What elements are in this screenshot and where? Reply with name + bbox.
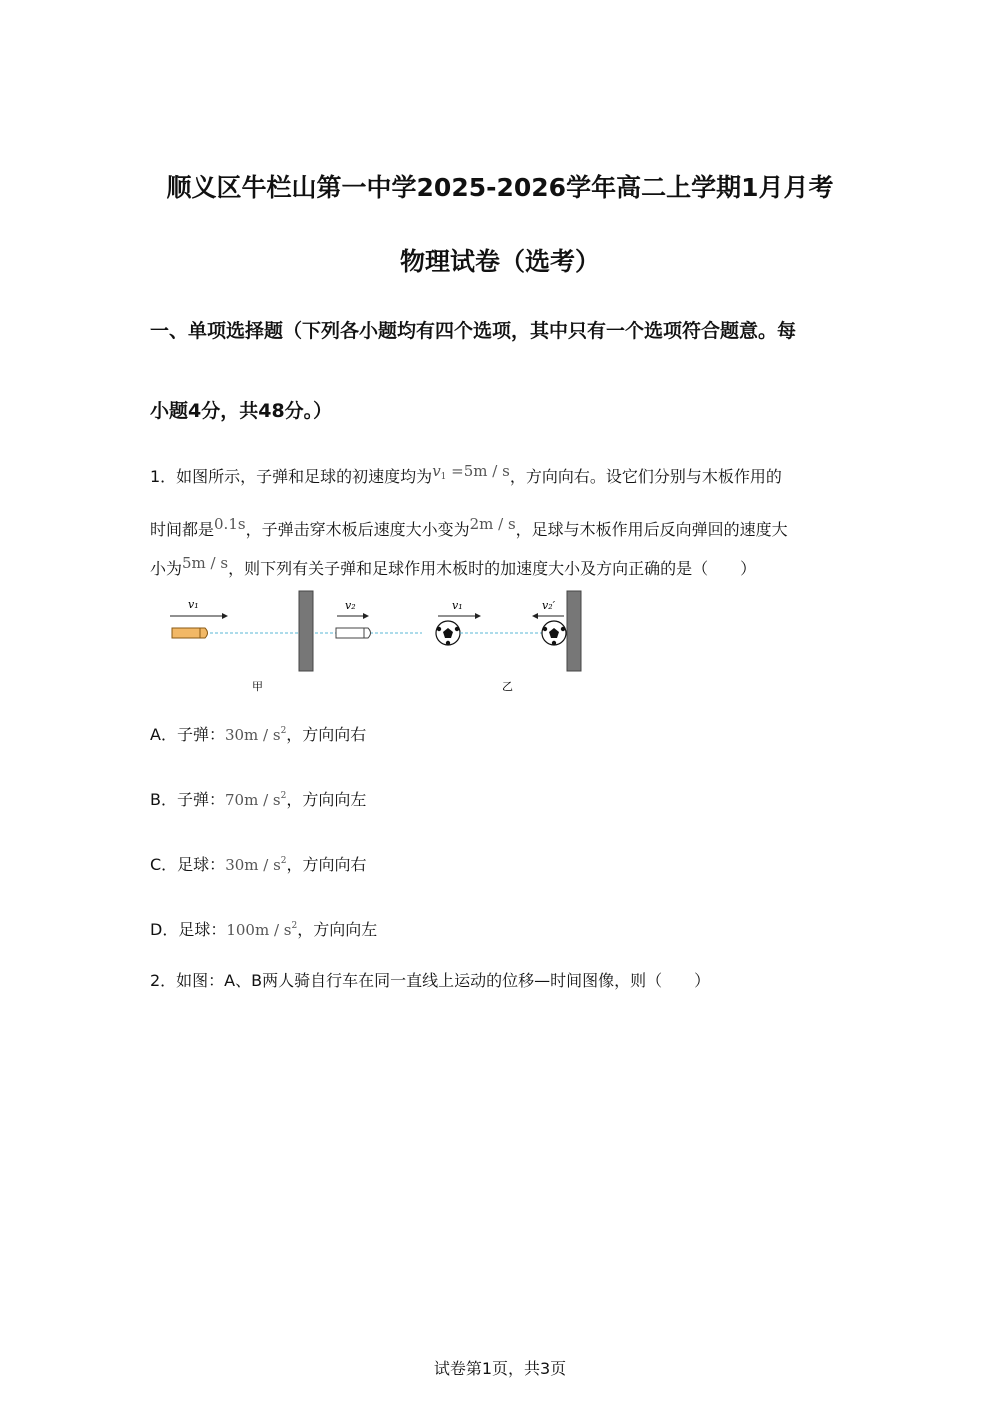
q1-math-v3: 5m / s	[182, 554, 229, 572]
exam-title: 顺义区牛栏山第一中学2025-2026学年高二上学期1月月考	[166, 173, 834, 202]
football-icon	[542, 621, 566, 645]
label-v1-right: v₁	[452, 599, 463, 612]
bullet-before	[172, 628, 200, 638]
figure-label-left: 甲	[252, 680, 263, 693]
exam-subtitle: 物理试卷（选考）	[399, 247, 600, 276]
q1-text: ，方向向右。设它们分别与木板作用的	[509, 467, 782, 486]
q1-line-1	[150, 464, 782, 487]
q1-option-d[interactable]: D．足球：$100m / s^2$，方向向左	[150, 920, 378, 939]
q2-text: 2．如图：A、B两人骑自行车在同一直线上运动的位移—时间图像，则（ ）	[150, 971, 711, 990]
q1-math-t: 0.1s	[214, 515, 246, 533]
section-heading: 一、单项选择题（下列各小题均有四个选项，其中只有一个选项符合题意。每	[150, 320, 797, 342]
section-heading-cont: 小题4分，共48分。）	[150, 400, 333, 422]
wood-board-left	[299, 591, 313, 671]
figure-bullet-scene	[170, 591, 422, 693]
figure-label-right: 乙	[502, 680, 513, 693]
q1-text: 1．如图所示，子弹和足球的初速度均为	[150, 467, 433, 486]
q1-math-v1: $v_1 =5m / s$	[432, 462, 510, 482]
q1-line-2: 时间都是0.1s，子弹击穿木板后速度大小变为2m / s，足球与木板作用后反向弹回的速度大	[150, 515, 788, 539]
q1-option-a[interactable]: A．子弹：$30m / s^2$，方向向右	[150, 725, 367, 744]
q1-math-v2: 2m / s	[469, 515, 516, 533]
q1-option-c[interactable]: C．足球：$30m / s^2$，方向向右	[150, 855, 367, 874]
bullet-after	[336, 628, 364, 638]
wood-board-right	[567, 591, 581, 671]
q1-line-3: 小为5m / s，则下列有关子弹和足球作用木板时的加速度大小及方向正确的是（ ）	[150, 554, 757, 578]
label-v1-left: v₁	[188, 598, 199, 611]
label-v2-right: v₂′	[542, 599, 556, 612]
q1-option-b[interactable]: B．子弹：$70m / s^2$，方向向左	[150, 790, 367, 809]
figure-football-scene	[436, 591, 581, 693]
football-icon	[436, 621, 460, 645]
page-footer: 试卷第1页，共3页	[433, 1359, 567, 1378]
q1-figure	[160, 585, 600, 700]
label-v2-left: v₂	[345, 599, 356, 612]
